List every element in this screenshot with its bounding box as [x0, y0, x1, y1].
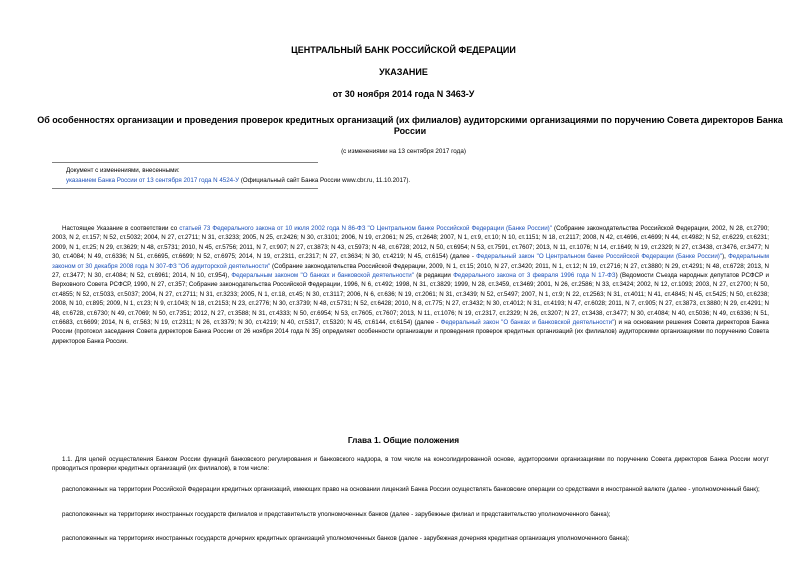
revision-note: (с изменениями на 13 сентября 2017 года) [341, 148, 466, 155]
document-title: Об особенностях организации и проведения проверок кредитных организаций (их филиалов) аудиторскими организациями по поручению Совета директоров Банка России [37, 115, 783, 136]
list-item [52, 534, 769, 543]
changes-intro: Документ с изменениями, внесенными: [66, 167, 180, 174]
document-type: УКАЗАНИЕ [379, 67, 428, 77]
preamble-text-3: ), [722, 253, 729, 261]
clause-1-1-text: 1.1. Для целей осуществления Банком России функций банковского регулирования и банковского надзора, в том числе на консолидированной основе, аудиторскими организациями по поручению Совета директоров Банка России могут проводиться проверки кредитных организаций (их филиалов), в том числе: [52, 456, 769, 473]
preamble-text-1: Настоящее Указание в соответствии со [62, 225, 180, 232]
preamble-text-4: (Собрание законодательства Российской Федерации, 2009, N 1, ст.15; 2010, N 27, ст.3420; 2011, N 1, ст.12; N 19, ст.2716; N 27, ст.3880; N 29, ст.4291; N 48, ст.6728; 2013, N 27, ст.3477; N 30, ст.4084; N 52, ст.6961; 2014, N 10, ст.954), [52, 262, 769, 280]
preamble-text-6: ) (Ведомости Съезда народных депутатов РСФСР и Верховного Совета РСФСР, 1990, N 27, ст.357; Собрание законодательства Российской Федерации, 1996, N 6, ст.492; 1998, N 31, ст.3829; 1999, N 28, ст.3459, ст.3469; 2001, N 26, ст.2586; N 33, ст.3424; 2002, N 12, ст.1093; 2003, N 27, ст.2700; N 50, ст.4855; N 52, ст.5033, ст.5037; 2004, N 27, ст.2711; N 31, ст.3233; 2005, N 1, ст.18, ст.45; N 30, ст.3117; 2006, N 6, ст.636; N 19, ст.2061; N 31, ст.3439; N 52, ст.5497; 2007, N 1, ст.9; N 22, ст.2563; N 31, ст.4011; N 41, ст.4845; N 45, ст.5425; N 50, ст.6238; 2008, N 10, ст.895; 2009, N 1, ст.23; N 9, ст.1043; N 18, ст.2153; N 23, ст.2776; N 30, ст.3739; N 48, ст.5731; N 52, ст.6428; 2010, N 8, ст.775; N 27, ст.3432; N 30, ст.4012; N 31, ст.4193; N 47, ст.6028; 2011, N 7, ст.905; N 27, ст.3873, ст.3880; N 29, ст.4291; N 48, ст.6728, ст.6730; N 49, ст.7069; N 50, ст.7351; 2012, N 27, ст.3588; N 31, ст.4333; N 50, ст.6954; N 53, ст.7605, ст.7607; 2013, N 11, ст.1076; N 19, ст.2317, ст.2329; N 26, ст.3207; N 27, ст.3438, ст.3477; N 30, ст.4084; N 40, ст.5036; N 49, ст.6336; N 51, ст.6683, ст.6699; 2014, N 6, ст.563; N 19, ст.2311; N 26, ст.3379; N 30, ст.4219; N 40, ст.5317, ст.5320; N 45, ст.6144, ст.6154) (далее - [52, 272, 769, 327]
chapter-1-heading: Глава 1. Общие положения [347, 435, 460, 445]
amendment-source: (Официальный сайт Банка России www.cbr.ru, 11.10.2017). [239, 176, 411, 184]
changes-bottom-rule [52, 188, 318, 189]
preamble-text-7: ) и на основании решения Совета директоров Банка России (протокол заседания Совета директоров Банка России от 26 ноября 2014 года N 35) определяет особенности организации и проведения проверок кредитных организаций (их филиалов) аудиторскими организациями по поручению Совета директоров Банка России. [52, 319, 769, 345]
amendment-link[interactable]: указанием Банка России от 13 сентября 2017 года N 4524-У [66, 176, 240, 184]
central-bank-law-article-link[interactable]: статьей 73 Федерального закона от 10 июля 2002 года N 86-ФЗ "О Центральном банке Российской Федерации (Банке России)" [179, 225, 552, 232]
document-date-number: от 30 ноября 2014 года N 3463-У [332, 89, 475, 99]
banking-law-short-link[interactable]: Федеральный закон "О банках и банковской деятельности" [440, 319, 615, 327]
banking-law-link[interactable]: Федеральным законом "О банках и банковской деятельности" [231, 272, 414, 280]
law-17fz-link[interactable]: Федерального закона от 3 февраля 1996 года N 17-ФЗ [453, 272, 616, 280]
changes-box [66, 166, 766, 185]
preamble-paragraph [52, 224, 769, 346]
clause-1-1 [52, 455, 769, 474]
central-bank-law-link[interactable]: Федеральный закон "О Центральном банке Российской Федерации (Банке России)" [476, 253, 723, 261]
preamble-text-2: (Собрание законодательства Российской Федерации, 2002, N 28, ст.2790; 2003, N 2, ст.157; N 52, ст.5032; 2004, N 27, ст.2711; N 31, ст.3233; 2005, N 25, ст.2426; N 30, ст.3101; 2006, N 19, ст.2061; N 25, ст.2648; 2007, N 1, ст.9, ст.10; N 10, ст.1151; N 18, ст.2117; 2008, N 42, ст.4696, ст.4699; N 44, ст.4982; N 52, ст.6229, ст.6231; 2009, N 1, ст.25; N 29, ст.3629; N 48, ст.5731; 2010, N 45, ст.5756; 2011, N 7, ст.907; N 27, ст.3873; N 43, ст.5973; N 48, ст.6728; 2012, N 50, ст.6954; N 53, ст.7591, ст.7607; 2013, N 11, ст.1076; N 14, ст.1649; N 19, ст.2329; N 27, ст.3438, ст.3476, ст.3477; N 30, ст.4084; N 49, ст.6336; N 51, ст.6695, ст.6699; N 52, ст.6975; 2014, N 19, ст.2311, ст.2317; N 27, ст.3634; N 30, ст.4219; N 45, ст.6154) (далее - [52, 225, 770, 261]
changes-top-rule [52, 162, 318, 163]
preamble-text-5: (в редакции [413, 272, 454, 280]
list-item-text: расположенных на территориях иностранных государств филиалов и представительств уполномоченных банков (далее - зарубежные филиал и представительство уполномоченного банка); [62, 511, 611, 518]
list-item [52, 485, 769, 494]
changes-line [66, 176, 766, 186]
bank-name: ЦЕНТРАЛЬНЫЙ БАНК РОССИЙСКОЙ ФЕДЕРАЦИИ [291, 45, 516, 55]
list-item [52, 510, 769, 519]
list-item-text: расположенных на территориях иностранных государств дочерних кредитных организаций уполномоченных банков (далее - зарубежная дочерняя кредитная организация уполномоченного банка); [62, 535, 630, 542]
audit-law-link[interactable]: Федеральным законом от 30 декабря 2008 года N 307-ФЗ "Об аудиторской деятельности" [52, 253, 769, 270]
list-item-text: расположенных на территории Российской Федерации кредитных организаций, имеющих право на основании лицензий Банка России осуществлять банковские операции со средствами в иностранной валюте (далее - уполномоченный банк); [62, 486, 760, 493]
